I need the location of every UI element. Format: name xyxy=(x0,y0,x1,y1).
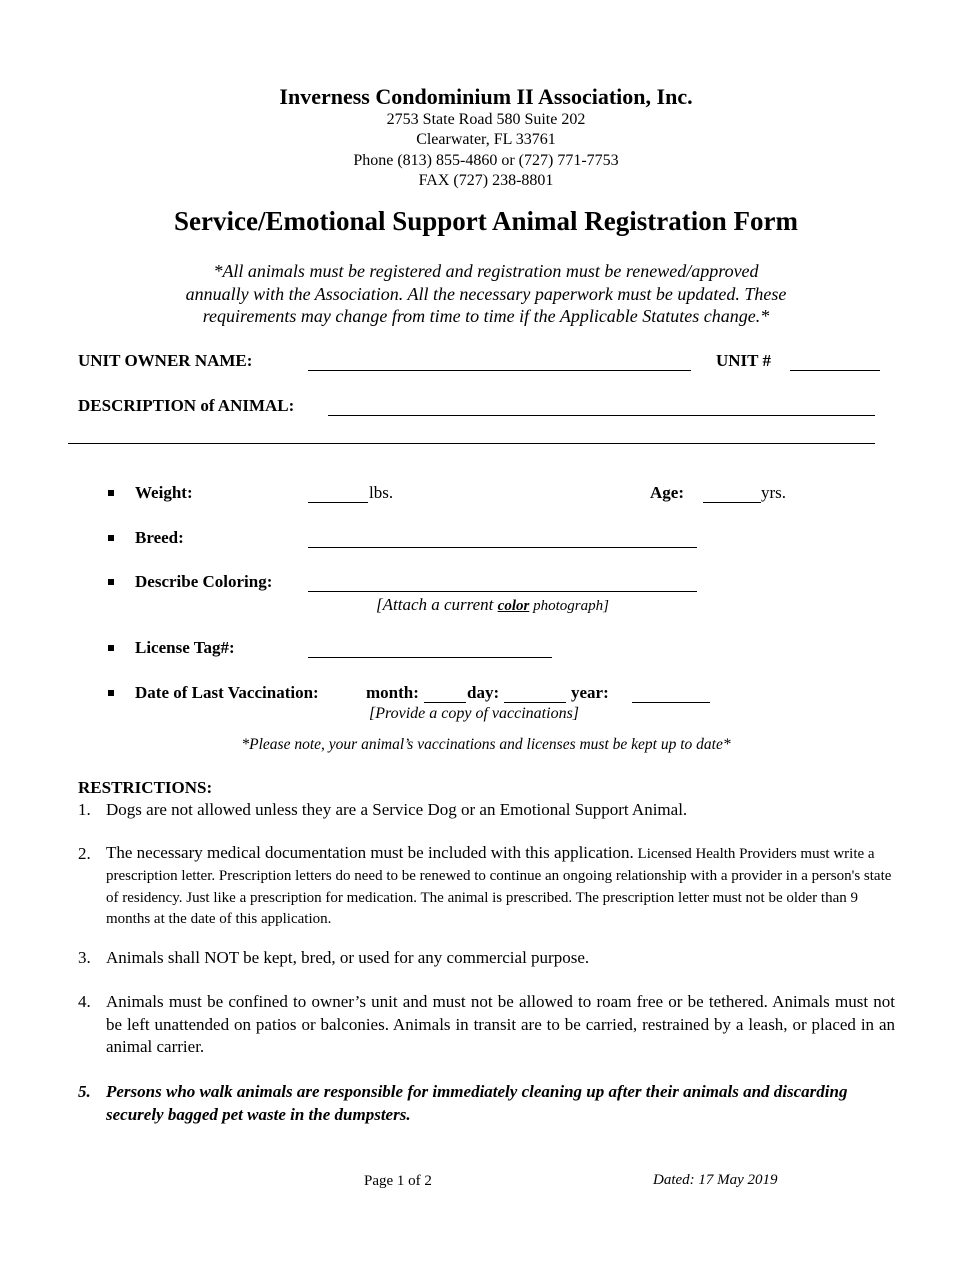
notice-line: annually with the Association. All the necessary paperwork must be updated. These xyxy=(185,284,787,304)
restriction-2-detail: Licensed Health Providers must write a prescription letter. Prescription letters do need to be renewed to continue an ongoing relationship with a provider in a person's state of residency. Just like a prescription for medication. The animal is prescribed. The prescription letter must not be older than 9 months at the date of this application. xyxy=(106,846,892,928)
year-field[interactable] xyxy=(632,702,710,703)
attach-post: photograph] xyxy=(529,598,609,614)
restriction-4: Animals must be confined to owner’s unit and must not be allowed to roam free or be tethered. Animals must not be left unattended on patios or balconies. Animals in transit are to be carried, restrained by a leash, or placed in an animal carrier. xyxy=(106,992,895,1056)
restriction-2-main: The necessary medical documentation must be included with this application. xyxy=(106,843,634,862)
year-label: year: xyxy=(571,683,609,702)
address-line-2: Clearwater, FL 33761 xyxy=(416,131,556,148)
form-title: Service/Emotional Support Animal Registration Form xyxy=(174,206,798,236)
weight-label: Weight: xyxy=(135,483,193,502)
restriction-2 xyxy=(106,843,896,930)
phone: Phone (813) 855-4860 or (727) 771-7753 xyxy=(353,152,619,169)
breed-field[interactable] xyxy=(308,547,697,548)
owner-field[interactable] xyxy=(308,370,691,371)
restriction-1: Dogs are not allowed unless they are a Service Dog or an Emotional Support Animal. xyxy=(106,800,688,819)
coloring-field[interactable] xyxy=(308,591,697,592)
item-number: 5. xyxy=(78,1082,91,1101)
description-field[interactable] xyxy=(328,415,875,416)
month-label: month: xyxy=(366,683,419,702)
bullet-icon xyxy=(108,645,114,651)
description-field-line-2[interactable] xyxy=(68,443,875,444)
notice-line: *All animals must be registered and registration must be renewed/approved xyxy=(213,261,759,281)
lbs-unit: lbs. xyxy=(369,483,394,502)
bullet-icon xyxy=(108,535,114,541)
provide-copy-note: [Provide a copy of vaccinations] xyxy=(369,705,580,722)
item-number: 2. xyxy=(78,844,91,863)
org-name: Inverness Condominium II Association, Inc. xyxy=(279,84,693,109)
description-label: DESCRIPTION of ANIMAL: xyxy=(78,396,295,415)
license-field[interactable] xyxy=(308,657,552,658)
bullet-icon xyxy=(108,579,114,585)
day-field[interactable] xyxy=(504,702,566,703)
day-label: day: xyxy=(467,683,500,702)
unit-field[interactable] xyxy=(790,370,880,371)
please-note: *Please note, your animal’s vaccinations and licenses must be kept up to date* xyxy=(241,736,731,753)
item-number: 3. xyxy=(78,948,91,967)
yrs-unit: yrs. xyxy=(761,483,787,502)
attach-photo-note xyxy=(376,595,609,615)
breed-label: Breed: xyxy=(135,528,184,547)
coloring-label: Describe Coloring: xyxy=(135,572,273,591)
age-label: Age: xyxy=(650,483,684,502)
age-field[interactable] xyxy=(703,502,761,503)
restrictions-title: RESTRICTIONS: xyxy=(78,778,213,797)
notice-line: requirements may change from time to time if the Applicable Statutes change.* xyxy=(202,306,770,326)
bullet-icon xyxy=(108,690,114,696)
page-number: Page 1 of 2 xyxy=(364,1173,432,1189)
address-line-1: 2753 State Road 580 Suite 202 xyxy=(386,111,586,128)
bullet-icon xyxy=(108,490,114,496)
attach-color: color xyxy=(497,598,530,614)
month-field[interactable] xyxy=(424,702,466,703)
dated: Dated: 17 May 2019 xyxy=(653,1172,778,1188)
unit-label: UNIT # xyxy=(716,351,771,370)
owner-label: UNIT OWNER NAME: xyxy=(78,351,253,370)
weight-field[interactable] xyxy=(308,502,368,503)
item-number: 1. xyxy=(78,800,91,819)
fax: FAX (727) 238-8801 xyxy=(418,172,554,189)
license-label: License Tag#: xyxy=(135,638,235,657)
restriction-5: Persons who walk animals are responsible for immediately cleaning up after their animals and discarding securely bagged pet waste in the dumpsters. xyxy=(106,1082,848,1124)
attach-pre: [Attach a current xyxy=(376,595,498,614)
restriction-3: Animals shall NOT be kept, bred, or used for any commercial purpose. xyxy=(106,948,590,967)
item-number: 4. xyxy=(78,992,91,1011)
vaccination-label: Date of Last Vaccination: xyxy=(135,683,319,702)
